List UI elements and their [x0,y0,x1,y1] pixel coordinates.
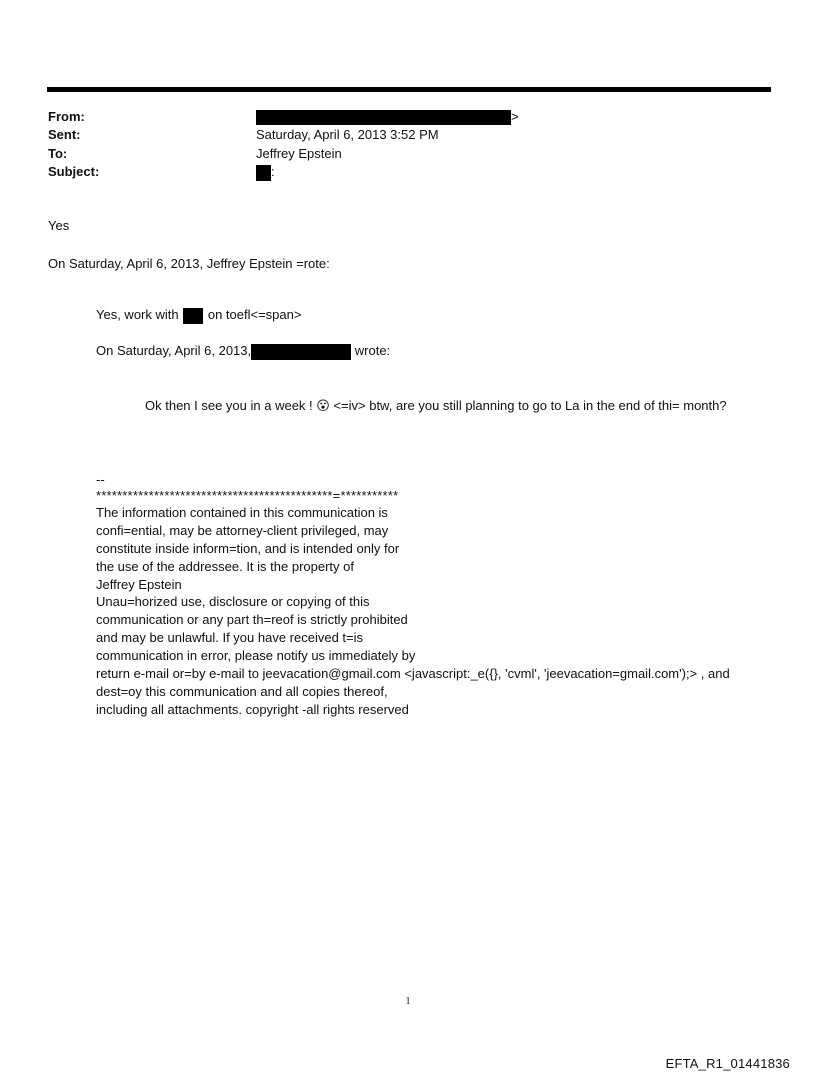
disclaimer-line: Unau=horized use, disclosure or copying of this [96,594,370,610]
disclaimer-line: communication in error, please notify us immediately by [96,648,416,664]
document-id: EFTA_R1_01441836 [665,1056,790,1071]
page-number: 1 [405,996,411,1007]
from-label: From: [48,109,85,124]
to-label: To: [48,146,68,161]
redaction-block [256,165,271,181]
redaction-block [251,344,351,360]
sent-label: Sent: [48,127,81,142]
redaction-block [183,308,203,324]
disclaimer-line: confi=ential, may be attorney-client privileged, may [96,522,389,538]
quote-header-2 [96,342,390,360]
signature-dashes: -- [96,472,105,487]
to-value: Jeffrey Epstein [256,146,342,161]
disclaimer-line: and may be unlawful. If you have received t=is [96,630,364,646]
quote-text-2-before: Ok then I see you in a week ! [145,398,317,413]
reply-text: Yes [48,218,70,233]
disclaimer-line: communication or any part th=reof is strictly prohibited [96,612,408,628]
quote-header-2-after: wrote: [354,343,391,358]
disclaimer-line: including all attachments. copyright -all rights reserved [96,701,409,717]
subject-label: Subject: [48,164,100,179]
disclaimer-line: return e-mail or=by e-mail to jeevacation@gmail.com <javascript:_e({}, 'cvml', 'jeevacation=gmail.com');> , and [96,666,730,682]
from-suffix: > [511,109,519,124]
quote-header-2-before: On Saturday, April 6, 2013, [96,343,252,358]
sent-value: Saturday, April 6, 2013 3:52 PM [256,127,439,142]
disclaimer [96,504,730,719]
quote-text-1-after: on toefl<=span> [207,307,302,322]
quote-header-1: On Saturday, April 6, 2013, Jeffrey Epstein =rote: [48,256,330,271]
redaction-block [256,110,511,125]
disclaimer-line: constitute inside inform=tion, and is intended only for [96,540,400,556]
disclaimer-line: dest=oy this communication and all copies thereof, [96,683,388,699]
subject-value [256,163,275,181]
quote-text-2 [145,397,727,414]
from-value [256,108,519,125]
quote-text-1-before: Yes, work with [96,307,179,322]
quote-text-2-after: <=iv> btw, are you still planning to go to La in the end of thi= month? [329,398,727,413]
disclaimer-line: the use of the addressee. It is the property of [96,558,354,574]
disclaimer-line: Jeffrey Epstein [96,576,182,592]
quote-text-1 [96,306,301,324]
signature-stars: *********************************************=*********** [96,488,399,503]
disclaimer-line: The information contained in this communication is [96,505,388,520]
header-rule [47,87,771,92]
subject-suffix: : [271,164,275,179]
emoji-icon: 😮 [316,398,330,413]
